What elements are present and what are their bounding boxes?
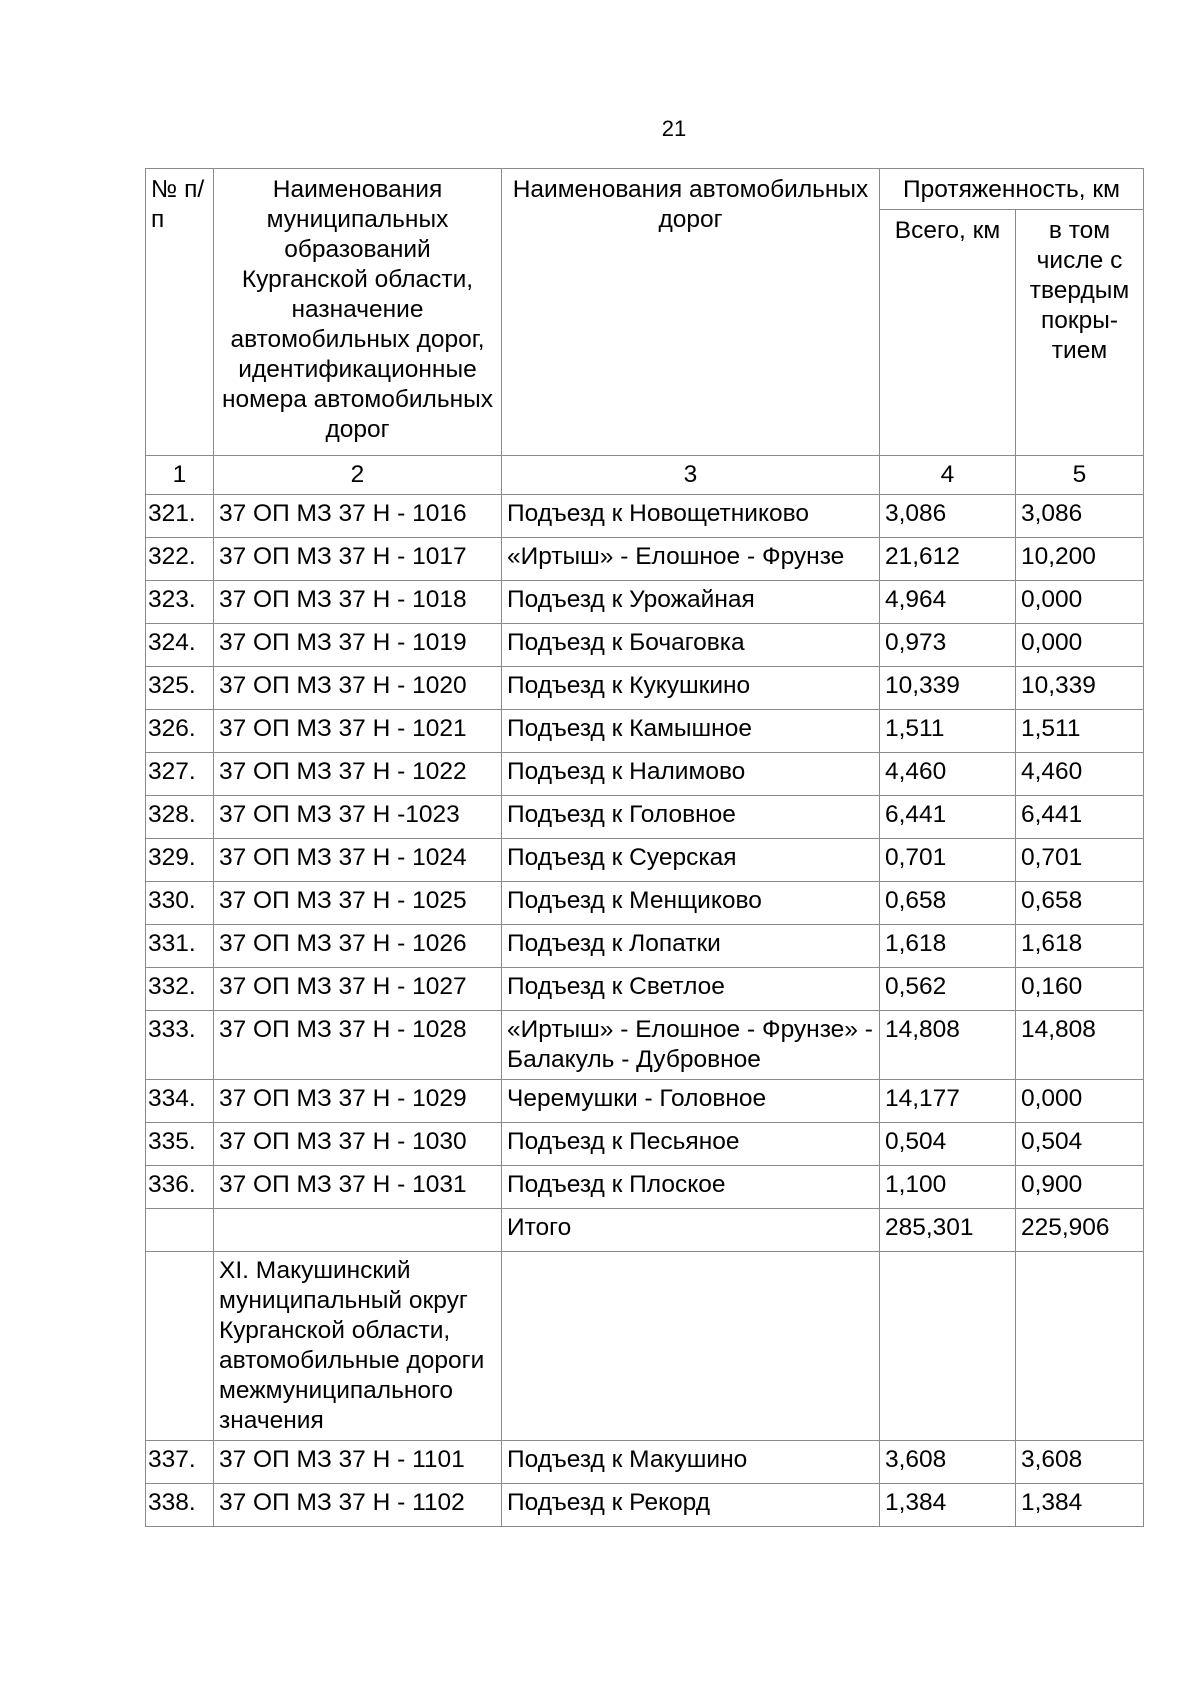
road-id: 37 ОП МЗ 37 Н - 1027 xyxy=(214,968,502,1011)
road-id: 37 ОП МЗ 37 Н - 1020 xyxy=(214,667,502,710)
road-name: Подъезд к Головное xyxy=(502,796,880,839)
length-total: 0,504 xyxy=(880,1123,1016,1166)
road-name: Подъезд к Суерская xyxy=(502,839,880,882)
table-row xyxy=(146,1011,1144,1080)
length-total: 14,808 xyxy=(880,1011,1016,1080)
total-hard: 225,906 xyxy=(1016,1209,1144,1252)
table-row xyxy=(146,753,1144,796)
section-row xyxy=(146,1252,1144,1441)
row-number: 328. xyxy=(146,796,214,839)
row-number: 324. xyxy=(146,624,214,667)
row-number: 335. xyxy=(146,1123,214,1166)
length-total: 4,964 xyxy=(880,581,1016,624)
road-id: 37 ОП МЗ 37 Н - 1026 xyxy=(214,925,502,968)
road-name: Подъезд к Рекорд xyxy=(502,1484,880,1527)
row-number: 330. xyxy=(146,882,214,925)
road-name: Подъезд к Плоское xyxy=(502,1166,880,1209)
column-number: 4 xyxy=(880,456,1016,495)
empty-cell xyxy=(214,1209,502,1252)
row-number: 322. xyxy=(146,538,214,581)
road-id: 37 ОП МЗ 37 Н - 1019 xyxy=(214,624,502,667)
table-row xyxy=(146,624,1144,667)
road-name: Подъезд к Лопатки xyxy=(502,925,880,968)
total-length: 285,301 xyxy=(880,1209,1016,1252)
length-hard: 4,460 xyxy=(1016,753,1144,796)
row-number: 336. xyxy=(146,1166,214,1209)
road-name: Подъезд к Песьяное xyxy=(502,1123,880,1166)
road-id: 37 ОП МЗ 37 Н - 1022 xyxy=(214,753,502,796)
empty-cell xyxy=(502,1252,880,1441)
total-label: Итого xyxy=(502,1209,880,1252)
page-number: 21 xyxy=(661,116,687,141)
empty-cell xyxy=(1016,1252,1144,1441)
header-col-road-name: Наименования автомобильных дорог xyxy=(502,169,880,456)
length-hard: 0,160 xyxy=(1016,968,1144,1011)
length-hard: 14,808 xyxy=(1016,1011,1144,1080)
column-numbers-row xyxy=(146,456,1144,495)
row-number: 321. xyxy=(146,495,214,538)
length-total: 0,973 xyxy=(880,624,1016,667)
length-hard: 0,000 xyxy=(1016,581,1144,624)
road-id: 37 ОП МЗ 37 Н - 1016 xyxy=(214,495,502,538)
section-title: XI. Макушинский муниципальный округ Курганской области, автомобильные дороги межмуниципального значения xyxy=(214,1252,502,1441)
header-row xyxy=(146,169,1144,210)
header-col-number: № п/п xyxy=(146,169,214,456)
row-number: 337. xyxy=(146,1441,214,1484)
length-total: 6,441 xyxy=(880,796,1016,839)
road-name: «Иртыш» - Елошное - Фрунзе» - Балакуль - Дубровное xyxy=(502,1011,880,1080)
length-total: 1,100 xyxy=(880,1166,1016,1209)
road-id: 37 ОП МЗ 37 Н - 1102 xyxy=(214,1484,502,1527)
header-length-group: Протяженность, км xyxy=(880,169,1144,210)
length-total: 4,460 xyxy=(880,753,1016,796)
row-number: 334. xyxy=(146,1080,214,1123)
road-name: Подъезд к Налимово xyxy=(502,753,880,796)
road-name: Подъезд к Бочаговка xyxy=(502,624,880,667)
road-id: 37 ОП МЗ 37 Н - 1024 xyxy=(214,839,502,882)
length-hard: 0,000 xyxy=(1016,1080,1144,1123)
header-col-municipality: Наименования муниципальных образований Курганской области, назначение автомобильных дорог, идентификационные номера автомобильных дорог xyxy=(214,169,502,456)
length-hard: 0,900 xyxy=(1016,1166,1144,1209)
empty-cell xyxy=(146,1209,214,1252)
length-total: 1,618 xyxy=(880,925,1016,968)
road-name: Подъезд к Макушино xyxy=(502,1441,880,1484)
road-id: 37 ОП МЗ 37 Н - 1101 xyxy=(214,1441,502,1484)
row-number: 331. xyxy=(146,925,214,968)
length-total: 1,511 xyxy=(880,710,1016,753)
length-total: 10,339 xyxy=(880,667,1016,710)
table-row xyxy=(146,882,1144,925)
length-hard: 1,511 xyxy=(1016,710,1144,753)
row-number: 326. xyxy=(146,710,214,753)
table-row xyxy=(146,1441,1144,1484)
row-number: 323. xyxy=(146,581,214,624)
empty-cell xyxy=(146,1252,214,1441)
length-hard: 0,000 xyxy=(1016,624,1144,667)
row-number: 327. xyxy=(146,753,214,796)
road-id: 37 ОП МЗ 37 Н -1023 xyxy=(214,796,502,839)
table-row xyxy=(146,968,1144,1011)
row-number: 329. xyxy=(146,839,214,882)
table-row xyxy=(146,1166,1144,1209)
length-total: 0,562 xyxy=(880,968,1016,1011)
table-row xyxy=(146,581,1144,624)
road-name: «Иртыш» - Елошное - Фрунзе xyxy=(502,538,880,581)
table-row xyxy=(146,925,1144,968)
road-name: Черемушки - Головное xyxy=(502,1080,880,1123)
column-number: 3 xyxy=(502,456,880,495)
table-row xyxy=(146,1080,1144,1123)
table-row xyxy=(146,1484,1144,1527)
table-row xyxy=(146,710,1144,753)
table-row xyxy=(146,667,1144,710)
length-hard: 6,441 xyxy=(1016,796,1144,839)
column-number: 2 xyxy=(214,456,502,495)
table-row xyxy=(146,495,1144,538)
length-hard: 0,658 xyxy=(1016,882,1144,925)
length-total: 1,384 xyxy=(880,1484,1016,1527)
length-total: 3,086 xyxy=(880,495,1016,538)
table-row xyxy=(146,839,1144,882)
road-id: 37 ОП МЗ 37 Н - 1030 xyxy=(214,1123,502,1166)
length-hard: 1,384 xyxy=(1016,1484,1144,1527)
empty-cell xyxy=(880,1252,1016,1441)
header-col-total: Всего, км xyxy=(880,210,1016,456)
roads-table xyxy=(145,168,1144,1527)
road-id: 37 ОП МЗ 37 Н - 1018 xyxy=(214,581,502,624)
length-total: 0,658 xyxy=(880,882,1016,925)
road-id: 37 ОП МЗ 37 Н - 1017 xyxy=(214,538,502,581)
road-id: 37 ОП МЗ 37 Н - 1021 xyxy=(214,710,502,753)
length-hard: 3,608 xyxy=(1016,1441,1144,1484)
table-row xyxy=(146,1123,1144,1166)
table-row xyxy=(146,538,1144,581)
total-row xyxy=(146,1209,1144,1252)
row-number: 332. xyxy=(146,968,214,1011)
row-number: 325. xyxy=(146,667,214,710)
length-total: 14,177 xyxy=(880,1080,1016,1123)
column-number: 1 xyxy=(146,456,214,495)
length-total: 21,612 xyxy=(880,538,1016,581)
row-number: 333. xyxy=(146,1011,214,1080)
road-id: 37 ОП МЗ 37 Н - 1025 xyxy=(214,882,502,925)
length-total: 3,608 xyxy=(880,1441,1016,1484)
length-total: 0,701 xyxy=(880,839,1016,882)
road-name: Подъезд к Светлое xyxy=(502,968,880,1011)
length-hard: 10,200 xyxy=(1016,538,1144,581)
road-name: Подъезд к Камышное xyxy=(502,710,880,753)
length-hard: 10,339 xyxy=(1016,667,1144,710)
length-hard: 1,618 xyxy=(1016,925,1144,968)
table-row xyxy=(146,796,1144,839)
column-number: 5 xyxy=(1016,456,1144,495)
length-hard: 3,086 xyxy=(1016,495,1144,538)
road-id: 37 ОП МЗ 37 Н - 1028 xyxy=(214,1011,502,1080)
length-hard: 0,504 xyxy=(1016,1123,1144,1166)
road-name: Подъезд к Урожайная xyxy=(502,581,880,624)
header-col-hard-surface: в том числе с твердым покры-тием xyxy=(1016,210,1144,456)
road-name: Подъезд к Кукушкино xyxy=(502,667,880,710)
length-hard: 0,701 xyxy=(1016,839,1144,882)
road-id: 37 ОП МЗ 37 Н - 1031 xyxy=(214,1166,502,1209)
road-id: 37 ОП МЗ 37 Н - 1029 xyxy=(214,1080,502,1123)
road-name: Подъезд к Менщиково xyxy=(502,882,880,925)
row-number: 338. xyxy=(146,1484,214,1527)
road-name: Подъезд к Новощетниково xyxy=(502,495,880,538)
